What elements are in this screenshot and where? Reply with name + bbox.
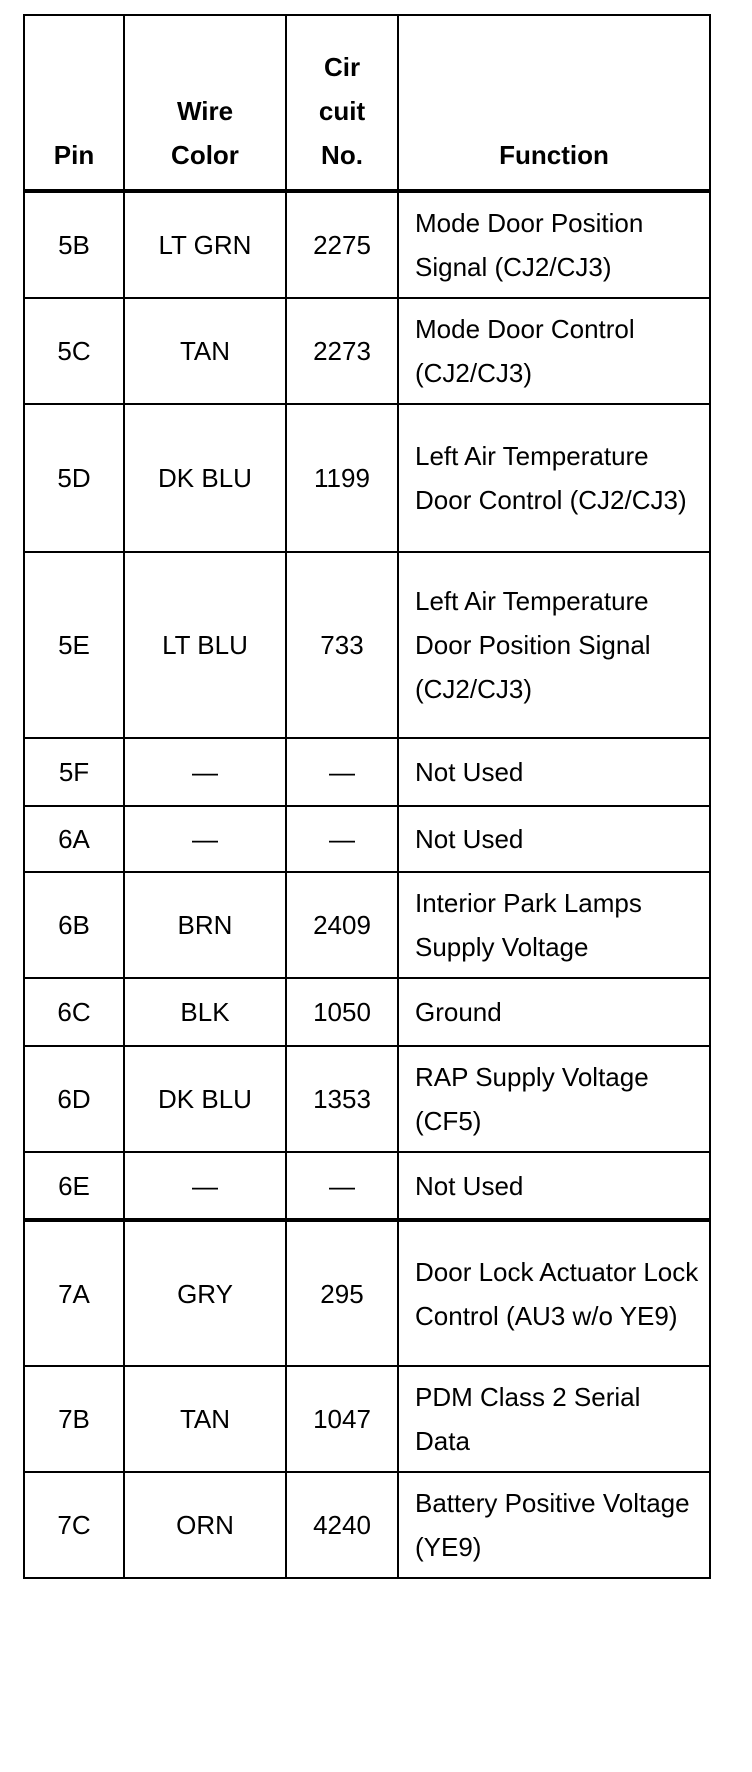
cell-wire-color: ORN [124,1472,286,1578]
header-wire-color [124,15,286,191]
table-row [24,1366,710,1472]
cell-circuit: — [286,738,398,806]
cell-function: Battery Positive Voltage (YE9) [398,1472,710,1578]
cell-function: Left Air Temperature Door Position Signal (CJ2/CJ3) [398,552,710,738]
cell-function: Ground [398,978,710,1046]
table-row [24,738,710,806]
table-row [24,1046,710,1152]
header-pin-label: Pin [53,140,95,170]
cell-pin: 5C [24,298,124,404]
header-wire-color-line1: Wire [176,96,234,126]
table-row [24,298,710,404]
cell-pin: 5B [24,191,124,298]
table-row [24,191,710,298]
cell-pin: 6B [24,872,124,978]
cell-function: Not Used [398,806,710,872]
cell-pin: 7B [24,1366,124,1472]
cell-wire-color: — [124,1152,286,1220]
cell-circuit: 733 [286,552,398,738]
cell-pin: 6D [24,1046,124,1152]
cell-circuit: 2409 [286,872,398,978]
table-row [24,978,710,1046]
header-circuit-number [286,15,398,191]
cell-wire-color: TAN [124,298,286,404]
cell-circuit: 2275 [286,191,398,298]
cell-circuit: 2273 [286,298,398,404]
cell-circuit: 4240 [286,1472,398,1578]
cell-function: Mode Door Position Signal (CJ2/CJ3) [398,191,710,298]
cell-pin: 7C [24,1472,124,1578]
cell-function: PDM Class 2 Serial Data [398,1366,710,1472]
cell-wire-color: LT BLU [124,552,286,738]
header-circuit-line1: Cir [323,52,361,82]
table-row [24,552,710,738]
table-row [24,1472,710,1578]
cell-pin: 7A [24,1220,124,1366]
cell-circuit: — [286,806,398,872]
table-row [24,872,710,978]
cell-function: Interior Park Lamps Supply Voltage [398,872,710,978]
connector-pinout-table [23,14,711,1579]
cell-function: Mode Door Control (CJ2/CJ3) [398,298,710,404]
cell-wire-color: BLK [124,978,286,1046]
table-row [24,1220,710,1366]
cell-wire-color: GRY [124,1220,286,1366]
table-row [24,1152,710,1220]
cell-function: RAP Supply Voltage (CF5) [398,1046,710,1152]
cell-pin: 5D [24,404,124,552]
cell-wire-color: DK BLU [124,1046,286,1152]
cell-function: Left Air Temperature Door Control (CJ2/CJ3) [398,404,710,552]
cell-pin: 5F [24,738,124,806]
cell-wire-color: — [124,738,286,806]
cell-pin: 6A [24,806,124,872]
header-function-label: Function [499,140,609,170]
cell-wire-color: TAN [124,1366,286,1472]
header-pin [24,15,124,191]
cell-pin: 6C [24,978,124,1046]
cell-circuit: 1050 [286,978,398,1046]
cell-circuit: 1353 [286,1046,398,1152]
header-function [398,15,710,191]
cell-circuit: 1047 [286,1366,398,1472]
cell-wire-color: — [124,806,286,872]
cell-function: Not Used [398,1152,710,1220]
cell-circuit: 1199 [286,404,398,552]
cell-function: Not Used [398,738,710,806]
cell-circuit: 295 [286,1220,398,1366]
cell-wire-color: DK BLU [124,404,286,552]
cell-wire-color: BRN [124,872,286,978]
cell-wire-color: LT GRN [124,191,286,298]
table-row [24,404,710,552]
header-circuit-line2: cuit [318,96,366,126]
cell-pin: 5E [24,552,124,738]
cell-function: Door Lock Actuator Lock Control (AU3 w/o YE9) [398,1220,710,1366]
table-row [24,806,710,872]
table-header-row [24,15,710,191]
cell-circuit: — [286,1152,398,1220]
cell-pin: 6E [24,1152,124,1220]
header-circuit-line3: No. [321,140,363,170]
header-wire-color-line2: Color [171,140,239,170]
